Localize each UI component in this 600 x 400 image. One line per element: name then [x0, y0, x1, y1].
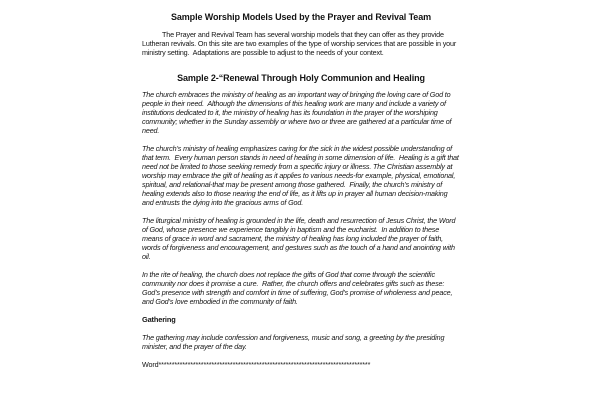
document-title: Sample Worship Models Used by the Prayer and Revival Team	[170, 12, 432, 22]
sample2-paragraph-2: The church’s ministry of healing emphasizes caring for the sick in the widest possible understanding of that term. Every human person stands in need of healing in some dimension of life. Healing is a gift that need not be limited to those seeking remedy from a specific injury or illness. The Christian assembly at worship may embrace the gift of healing as it applies to various needs-for example, physical, emotional, spiritual, and relational-that may be present among those gathered. Finally, the church’s ministry of healing extends also to those nearing the end of life, as it lifts up in prayer all human decision-making and entrusts the dying into the gracious arms of God.	[142, 144, 461, 207]
gathering-heading: Gathering	[142, 315, 176, 324]
sample2-paragraph-1: The church embraces the ministry of healing as an important way of bringing the loving care of God to people in their need. Although the dimensions of this healing work are many and include a variety of institutions dedicated to it, the ministry of healing has its foundation in the prayer of the worshiping community; whether in the Sunday assembly or where two or three are gathered at a particular time of need.	[142, 90, 454, 135]
sample2-paragraph-3: The liturgical ministry of healing is grounded in the life, death and resurrection of Jesus Christ, the Word of God, whose presence we experience tangibly in baptism and the eucharist. In addition to these means of grace in word and sacrament, the ministry of healing has long included the prayer of faith, words of forgiveness and encouragement, and gestures such as the touch of a hand and anointing with oil.	[142, 216, 458, 261]
gathering-paragraph: The gathering may include confession and forgiveness, music and song, a greeting by the presiding minister, and the prayer of the day.	[142, 333, 447, 351]
word-label: Word	[142, 360, 159, 369]
sample2-heading: Sample 2-“Renewal Through Holy Communion and Healing	[177, 73, 425, 83]
word-separator: ********************************************************************************	[158, 360, 371, 369]
document-page	[142, 12, 460, 369]
sample2-paragraph-4: In the rite of healing, the church does not replace the gifts of God that come through the scientific community nor does it promise a cure. Rather, the church offers and celebrates gifts such as these: God’s presence with strength and comfort in time of suffering, God’s promise of wholeness and peace, and God’s love embodied in the community of faith.	[142, 270, 455, 306]
intro-paragraph: The Prayer and Revival Team has several worship models that they can offer as they provide Lutheran revivals. On this site are two examples of the type of worship services that are possible in your ministry setting. Adaptations are possible to adjust to the needs of your context.	[142, 30, 458, 57]
word-section-line	[142, 360, 460, 369]
